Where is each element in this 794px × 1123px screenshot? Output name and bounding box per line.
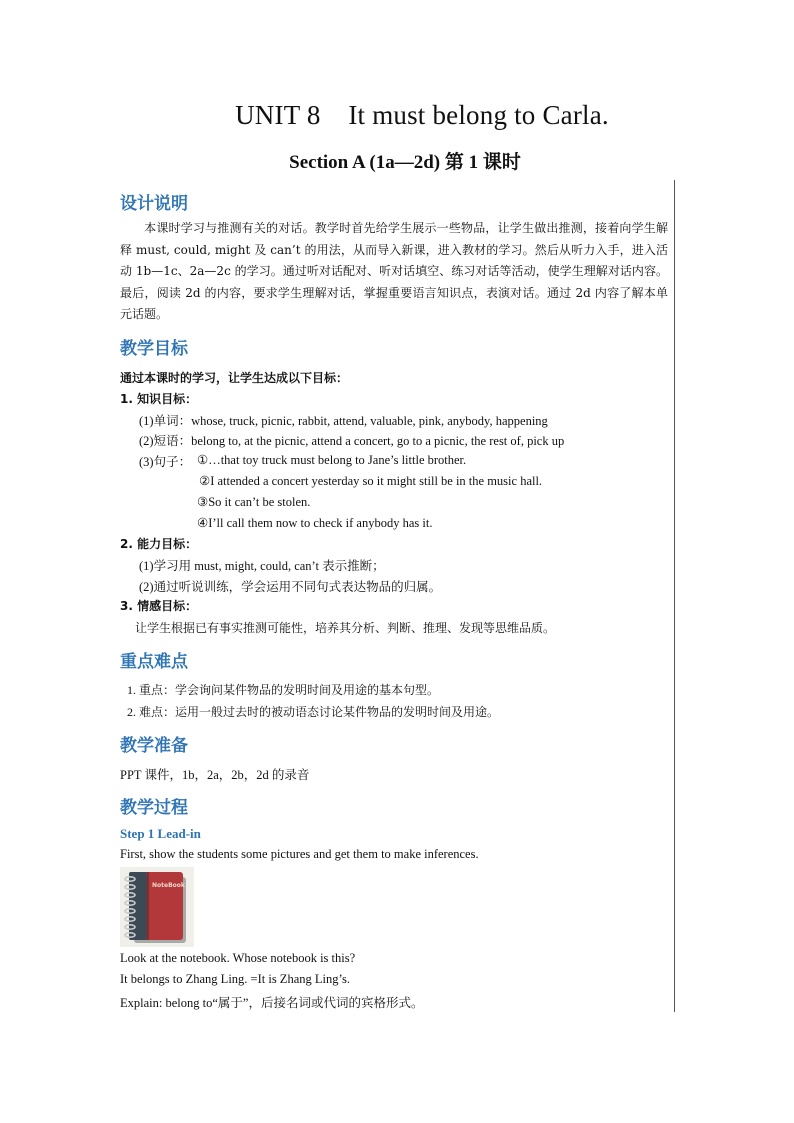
preparation-text: PPT 课件，1b，2a，2b，2d 的录音	[120, 768, 310, 782]
words-line: (1)单词：whose, truck, picnic, rabbit, attend, valuable, pink, anybody, happening	[139, 414, 548, 428]
sentence-4: ④I’ll call them now to check if anybody has it.	[197, 516, 433, 530]
notebook-cover-text: NoteBook	[152, 882, 185, 889]
table-border-line	[674, 180, 675, 1012]
sentence-1: ①…that toy truck must belong to Jane’s little brother.	[197, 453, 467, 467]
process-line-1: Look at the notebook. Whose notebook is this?	[120, 951, 356, 965]
preparation-heading: 教学准备	[120, 736, 188, 756]
design-heading: 设计说明	[120, 194, 188, 214]
key-points-heading: 重点难点	[120, 652, 188, 672]
emotion-1: 让学生根据已有事实推测可能性，培养其分析、判断、推理、发现等思维品质。	[135, 621, 556, 635]
ability-2: (2)通过听说训练，学会运用不同句式表达物品的归属。	[139, 580, 442, 594]
sentences-label: (3)句子：	[139, 455, 192, 469]
process-line-2: It belongs to Zhang Ling. =It is Zhang Ling’s.	[120, 972, 350, 986]
objectives-heading: 教学目标	[120, 339, 188, 359]
notebook-image	[120, 867, 194, 947]
sentence-3: ③So it can’t be stolen.	[197, 495, 311, 509]
objectives-intro: 通过本课时的学习，让学生达成以下目标：	[120, 371, 349, 385]
key-point-2: 2. 难点：运用一般过去时的被动语态讨论某件物品的发明时间及用途。	[127, 705, 500, 719]
phrases-line: (2)短语：belong to, at the picnic, attend a concert, go to a picnic, the rest of, pick up	[139, 434, 565, 448]
unit-title: UNIT 8 It must belong to Carla.	[235, 100, 609, 130]
design-paragraph	[120, 218, 668, 326]
ability-1: (1)学习用 must, might, could, can’t 表示推断；	[139, 559, 385, 573]
step-1-title: Step 1 Lead-in	[120, 826, 201, 841]
knowledge-title: 1. 知识目标：	[120, 392, 198, 406]
notebook-icon	[120, 867, 194, 947]
step-1-intro: First, show the students some pictures and get them to make inferences.	[120, 847, 479, 861]
design-paragraph-text: 本课时学习与推测有关的对话。教学时首先给学生展示一些物品，让学生做出推测，接着向学生解释 must, could, might 及 can’t 的用法，从而导入新课，进入教材的学习。然后从听力入手，进入活动 1b—1c、2a—2c 的学习。通过听对话配对、听对话填空、练习对话等活动，使学生理解对话内容。最后，阅读 2d 的内容，要求学生理解对话，掌握重要语言知识点，表演对话。通过 2d 内容了解本单元话题。	[120, 221, 668, 321]
ability-title: 2. 能力目标：	[120, 537, 198, 551]
sentence-2: ②I attended a concert yesterday so it might still be in the music hall.	[199, 474, 543, 488]
section-title: Section A (1a—2d) 第 1 课时	[289, 152, 521, 173]
emotion-title: 3. 情感目标：	[120, 599, 198, 613]
process-heading: 教学过程	[120, 798, 188, 818]
process-line-3: Explain: belong to“属于”，后接名词或代词的宾格形式。	[120, 996, 424, 1010]
key-point-1: 1. 重点：学会询问某件物品的发明时间及用途的基本句型。	[127, 683, 440, 697]
